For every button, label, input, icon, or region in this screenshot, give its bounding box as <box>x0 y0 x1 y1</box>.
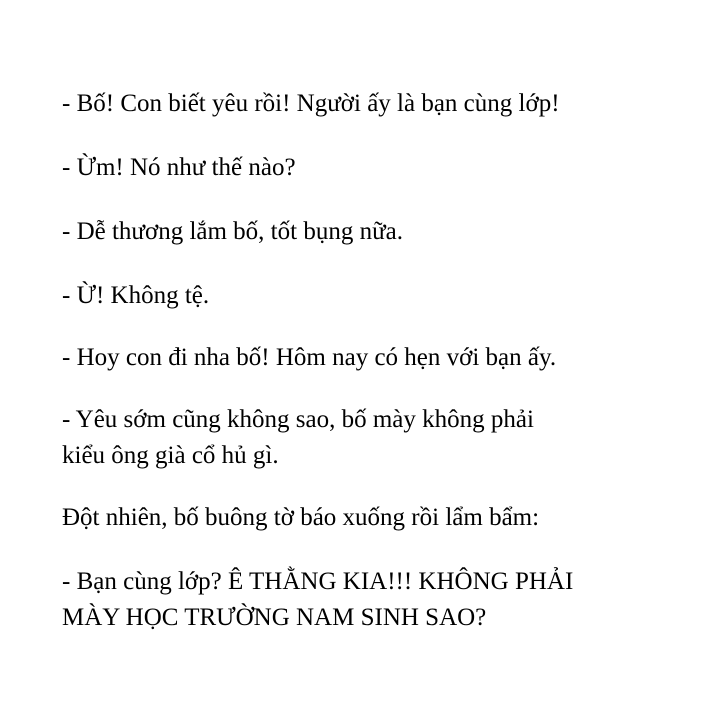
dialogue-line-son-leaves <box>62 340 702 376</box>
text-line: - Ừ! Không tệ. <box>62 282 210 309</box>
text-line: - Ừm! Nó như thế nào? <box>62 154 296 181</box>
text-line: - Bạn cùng lớp? Ê THẰNG KIA!!! KHÔNG PHẢI <box>62 568 574 595</box>
text-line: - Hoy con đi nha bố! Hôm nay có hẹn với bạn ấy. <box>62 344 557 371</box>
dialogue-line-father-asks <box>62 150 702 186</box>
dialogue-line-punchline <box>62 564 702 636</box>
dialogue-line-father-approves <box>62 278 702 314</box>
narration-line <box>62 500 702 536</box>
text-line: - Bố! Con biết yêu rồi! Người ấy là bạn cùng lớp! <box>62 90 560 117</box>
dialogue-line-son-describes <box>62 214 702 250</box>
text-line: MÀY HỌC TRƯỜNG NAM SINH SAO? <box>62 604 487 631</box>
text-line: - Yêu sớm cũng không sao, bố mày không phải <box>62 406 534 433</box>
dialogue-line-father-open-minded <box>62 402 702 474</box>
text-line: kiểu ông già cổ hủ gì. <box>62 442 279 469</box>
text-line: - Dễ thương lắm bố, tốt bụng nữa. <box>62 218 403 245</box>
text-line: Đột nhiên, bố buông tờ báo xuống rồi lẩm bẩm: <box>62 504 540 531</box>
dialogue-line-son-announces <box>62 86 702 122</box>
